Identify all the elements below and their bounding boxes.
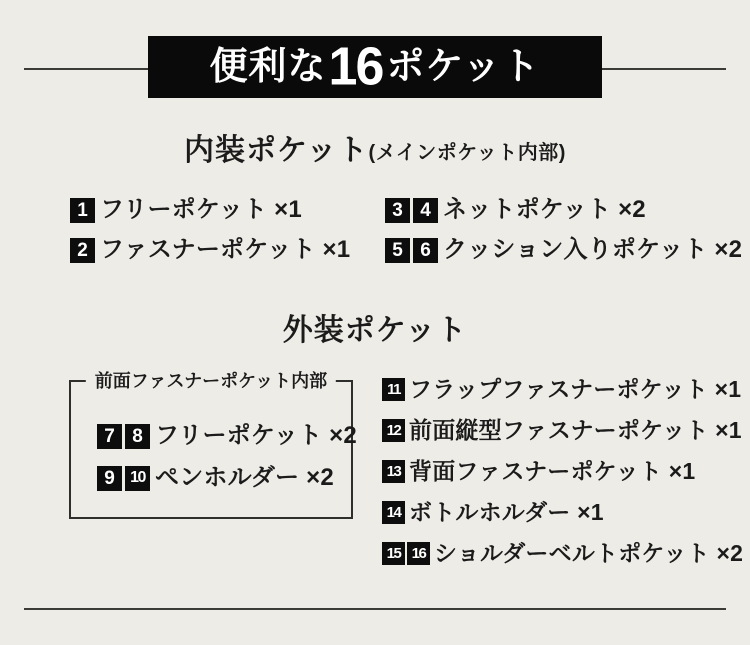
number-badge-12: 12 [382,419,405,442]
pocket-item-14 [382,500,604,524]
outer-pockets-heading [0,313,750,346]
inner-pockets-subtitle: (メインポケット内部) [368,142,566,164]
number-badge-14: 14 [382,501,405,524]
front-zipper-pocket-box-label: 前面ファスナーポケット内部 [86,371,336,391]
outer-pockets-title: 外装ポケット [282,313,468,347]
number-badge-9: 9 [97,466,122,491]
number-badge-2: 2 [70,238,95,263]
pocket-item-3-4 [385,197,646,223]
number-badge-15: 15 [382,542,405,565]
bottom-divider-line [24,608,726,610]
inner-pockets-heading [0,133,750,166]
pocket-label-7-8: フリーポケット ×2 [155,422,357,449]
banner-text-prefix: 便利な [209,46,327,88]
front-zipper-pocket-box [69,371,357,519]
number-badge-10: 10 [125,466,150,491]
pocket-label-3-4: ネットポケット ×2 [443,196,646,223]
number-badge-1: 1 [70,198,95,223]
pocket-item-15-16 [382,541,743,565]
pocket-item-1 [70,197,302,223]
pocket-label-14: ボトルホルダー ×1 [409,499,604,525]
number-badge-4: 4 [413,198,438,223]
pocket-label-13: 背面ファスナーポケット ×1 [409,458,696,484]
pocket-item-13 [382,459,695,483]
banner-text-suffix: ポケット [386,46,541,88]
pocket-label-9-10: ペンホルダー ×2 [155,464,334,491]
pocket-label-15-16: ショルダーベルトポケット ×2 [434,540,744,566]
pocket-item-7-8 [97,423,357,449]
number-badge-11: 11 [382,378,405,401]
pocket-label-2: ファスナーポケット ×1 [100,236,351,263]
number-badge-7: 7 [97,424,122,449]
pocket-label-5-6: クッション入りポケット ×2 [443,236,743,263]
pocket-item-2 [70,237,350,263]
pocket-label-1: フリーポケット ×1 [100,196,302,223]
number-badge-3: 3 [385,198,410,223]
inner-pockets-title: 内装ポケット [184,133,369,167]
title-banner [148,36,602,98]
number-badge-6: 6 [413,238,438,263]
number-badge-8: 8 [125,424,150,449]
pocket-item-12 [382,418,742,442]
pocket-item-11 [382,377,741,401]
number-badge-16: 16 [407,542,430,565]
number-badge-13: 13 [382,460,405,483]
pocket-label-11: フラップファスナーポケット ×1 [409,376,742,402]
number-badge-5: 5 [385,238,410,263]
pocket-label-12: 前面縦型ファスナーポケット ×1 [409,417,742,443]
banner-number: 16 [328,36,383,98]
pocket-item-9-10 [97,465,334,491]
pocket-item-5-6 [385,237,742,263]
